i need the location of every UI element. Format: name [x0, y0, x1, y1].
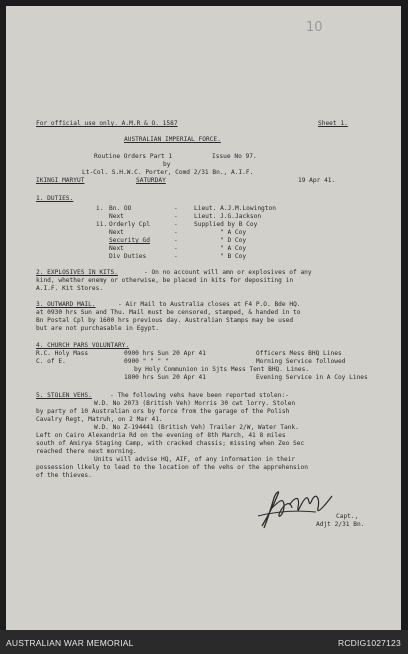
paragraph-line: - Air Mail to Australia closes at F4 P.O. Bde HQ.	[118, 301, 301, 308]
paragraph-line: A.I.F. Kit Stores.	[36, 285, 104, 292]
paragraph-line: Bn Postal Cpl by 1600 hrs previous day. Australian Stamps may be used	[36, 317, 294, 324]
commander-line: Lt-Col. S.H.W.C. Porter, Comd 2/31 Bn., A.I.F.	[82, 169, 254, 176]
duty-role: Bn. OO	[109, 205, 132, 212]
service-time: 0900 hrs Sun 20 Apr 41	[124, 350, 206, 357]
routine-orders: Routine Orders Part 1	[94, 153, 173, 160]
location: IKINGI MARYUT	[36, 177, 85, 184]
service-place: Morning Service followed	[256, 358, 346, 365]
service-time: by Holy Communion in Sjts Mess Tent BHQ. Lines.	[134, 366, 310, 373]
duty-dash: -	[174, 237, 178, 244]
duty-role: Div Duties	[109, 253, 147, 260]
denomination: C. of E.	[36, 358, 66, 365]
paragraph-line: by party of 10 Australian ors by force from the garage of the Polish	[36, 408, 290, 415]
archive-name: AUSTRALIAN WAR MEMORIAL	[6, 638, 134, 648]
weekday: SATURDAY	[136, 177, 166, 184]
stolen-heading: 5. STOLEN VEHS.	[36, 392, 92, 399]
duty-role: Security Gd	[109, 237, 150, 244]
explosives-heading: 2. EXPLOSIVES IN KITS.	[36, 269, 118, 276]
sheet-number: Sheet 1.	[318, 120, 348, 127]
duty-name: Supplied by B Coy	[194, 221, 258, 228]
archive-reference: RCDIG1027123	[338, 638, 401, 648]
force-title: AUSTRALIAN IMPERIAL FORCE.	[124, 136, 221, 143]
paragraph-line: W.D. No Z-194441 (British Veh) Trailer 2/W, Water Tank.	[94, 424, 299, 431]
paragraph-line: reached there next morning.	[36, 448, 137, 455]
document-page	[6, 6, 401, 630]
duty-name: " A Coy	[220, 245, 247, 252]
duty-name: " B Coy	[220, 253, 247, 260]
pencil-mark: 10	[306, 20, 323, 35]
duties-heading: 1. DUTIES.	[36, 195, 74, 202]
paragraph-line: Units will advise HQ, AIF, of any information in their	[94, 456, 296, 463]
paragraph-line: south of Amirya Staging Camp, with cracked chassis; missing when Zeo Sec	[36, 440, 305, 447]
paragraph-line: - On no account will amn or explosives of any	[144, 269, 312, 276]
duty-role: Next	[109, 213, 124, 220]
mail-heading: 3. OUTWARD MAIL.	[36, 301, 96, 308]
duty-dash: -	[174, 229, 178, 236]
paragraph-line: Left on Cairo Alexandria Rd on the evening of 8th March, 41 8 miles	[36, 432, 286, 439]
duty-role: Next	[109, 245, 124, 252]
duty-role: Next	[109, 229, 124, 236]
duty-name: Lieut. A.J.M.Lowington	[194, 205, 276, 212]
service-place: Evening Service in A Coy Lines	[256, 374, 368, 381]
paragraph-line: W.D. No 2073 (British Veh) Morris 30 cwt lorry. Stolen	[94, 400, 296, 407]
duty-dash: -	[174, 221, 178, 228]
duty-dash: -	[174, 213, 178, 220]
duty-name: " A Coy	[220, 229, 247, 236]
duty-number: ii.	[96, 221, 108, 228]
paragraph-line: Cavalry Regt, Matruh, on 2 Mar 41.	[36, 416, 163, 423]
paragraph-line: of the thieves.	[36, 472, 92, 479]
church-heading: 4. CHURCH PARS VOLUNTARY.	[36, 342, 130, 349]
duty-dash: -	[174, 245, 178, 252]
duty-dash: -	[174, 253, 178, 260]
paragraph-line: - The following vehs have been reported stolen:-	[110, 392, 289, 399]
duty-role: Orderly Cpl	[109, 221, 150, 228]
issue-number: Issue No 97.	[212, 153, 257, 160]
footer-bar	[0, 630, 408, 654]
by-label: by	[163, 161, 171, 168]
paragraph-line: kind, whether enemy or otherwise, be placed in kits for depositing in	[36, 277, 294, 284]
order-date: 19 Apr 41.	[298, 177, 336, 184]
service-time: 0900 " " " "	[124, 358, 169, 365]
duty-name: Lieut. J.G.Jackson	[194, 213, 262, 220]
duty-number: i.	[96, 205, 104, 212]
service-place: Officers Mess BHQ Lines	[256, 350, 342, 357]
service-time: 1800 hrs Sun 20 Apr 41	[124, 374, 206, 381]
paragraph-line: possession likely to lead to the location of the vehs or the apprehension	[36, 464, 308, 471]
signatory-rank: Capt.,	[336, 513, 359, 520]
paragraph-line: at 0930 hrs Sun and Thu. Mail must be censored, stamped, & handed in to	[36, 309, 301, 316]
paragraph-line: but are not purchasable in Egypt.	[36, 325, 159, 332]
official-use-line: For official use only. A.M.R & O. 1587	[36, 120, 178, 127]
denomination: R.C. Holy Mass	[36, 350, 89, 357]
duty-dash: -	[174, 205, 178, 212]
signatory-appointment: Adjt 2/31 Bn.	[316, 521, 365, 528]
duty-name: " D Coy	[220, 237, 247, 244]
